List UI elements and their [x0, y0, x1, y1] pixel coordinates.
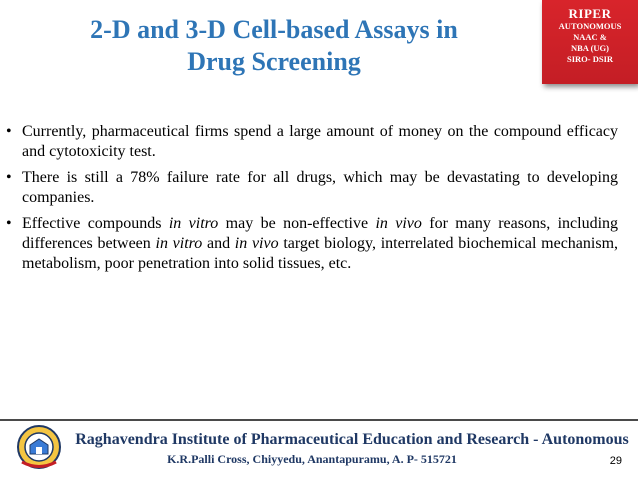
institute-emblem-icon [16, 424, 62, 472]
page-number: 29 [609, 455, 622, 467]
accreditation-badge [542, 0, 638, 84]
footer-address: K.R.Palli Cross, Chiyyedu, Anantapuramu, A. P- 515721 [167, 452, 457, 466]
bullet-dot: • [6, 215, 12, 232]
text-run: and [202, 235, 235, 252]
slide-title-line-1: 2-D and 3-D Cell-based Assays in [90, 15, 458, 44]
text-run: Effective compounds [22, 215, 169, 232]
footer-institute-name: Raghavendra Institute of Pharmaceutical Education and Research - Autonomous [75, 431, 629, 448]
slide-title-line-2: Drug Screening [187, 47, 361, 76]
slide-title [24, 14, 524, 78]
italic-term: in vivo [234, 235, 279, 252]
bullet-item [6, 214, 618, 274]
badge-line-naac: NAAC & [573, 32, 607, 42]
bullet-list [6, 122, 618, 280]
footer-divider [0, 419, 638, 421]
text-run: may be non-effective [218, 215, 376, 232]
bullet-dot: • [6, 123, 12, 140]
text-run: for many reasons, including differences between [22, 215, 619, 252]
italic-term: in vivo [375, 215, 422, 232]
bullet-item [6, 168, 618, 208]
bullet-text [22, 215, 618, 272]
text-run: target biology, interrelated biochemical mechanism, metabolism, poor penetration into solid tissues, etc. [22, 235, 619, 272]
italic-term: in vitro [155, 235, 203, 252]
bullet-text: There is still a 78% failure rate for all drugs, which may be devastating to developing companies. [22, 169, 618, 206]
badge-line-autonomous: AUTONOMOUS [558, 21, 622, 31]
bullet-item [6, 122, 618, 162]
badge-line-siro: SIRO- DSIR [566, 54, 614, 64]
italic-term: in vitro [168, 215, 219, 232]
bullet-dot: • [6, 169, 12, 186]
badge-line-nba: NBA (UG) [570, 43, 609, 53]
bullet-text: Currently, pharmaceutical firms spend a large amount of money on the compound efficacy and cytotoxicity test. [22, 123, 618, 160]
badge-title: RIPER [568, 6, 612, 21]
